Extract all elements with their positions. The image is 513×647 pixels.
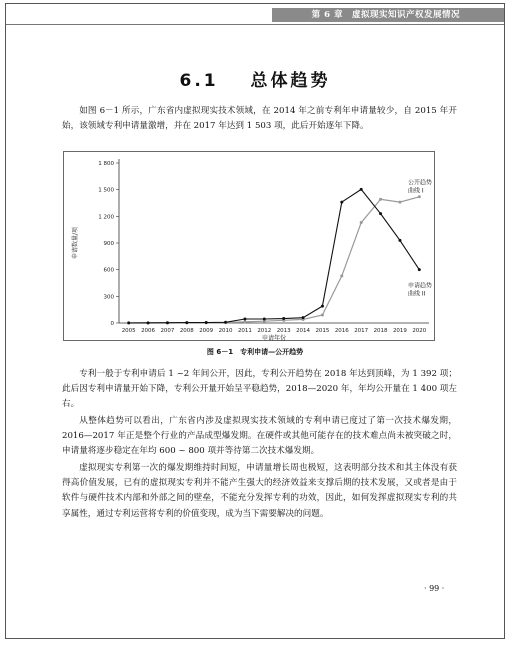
series-1-point [360,221,363,224]
x-tick-label: 2016 [334,328,349,334]
y-tick-label: 0 [110,321,114,327]
series-2-point [224,321,227,324]
series-1-point [418,195,421,198]
x-tick-label: 2019 [392,328,407,334]
figure-caption: 图 6－1 专利申请—公开趋势 [206,348,304,356]
line-chart [63,151,435,341]
series-2-point [243,318,246,321]
x-tick-label: 2013 [276,328,291,334]
x-tick-label: 2010 [218,328,233,334]
series-2-point [340,201,343,204]
x-tick-label: 2007 [160,328,175,334]
series-2-label: 曲线 II [407,290,426,298]
figure-6-1 [63,151,435,341]
series-2-point [282,317,285,320]
series-2-point [398,239,401,242]
y-tick-label: 300 [103,294,114,301]
y-axis-label: 申请数量/项 [72,226,79,260]
series-1-point [398,201,401,204]
section-number: 6.1 [179,71,219,91]
y-tick-label: 1 800 [98,161,114,167]
series-2-label: 申请趋势 [407,282,432,290]
series-2-point [127,321,130,324]
series-1-point [321,314,324,317]
x-tick-label: 2011 [237,328,252,334]
series-1-label: 公开趋势 [407,179,432,187]
x-tick-label: 2012 [257,328,272,334]
x-tick-label: 2006 [141,328,156,334]
chapter-title: 第 6 章 虚拟现实知识产权发展情况 [311,10,460,20]
series-2-point [166,321,169,324]
x-tick-label: 2008 [179,328,194,334]
paragraph-1: 如图 6－1 所示，广东省内虚拟现实技术领域，在 2014 年之前专利年申请量较少，自 2015 年开始，该领域专利申请量激增，并在 2017 年达到 1 503 项，此后开始逐年下降。 [62,106,457,132]
series-2-point [418,268,421,271]
y-tick-label: 900 [103,241,114,247]
series-2-point [147,321,150,324]
header-rule [6,24,504,25]
series-2-point [360,188,363,191]
x-axis-label: 申请年份 [261,335,287,341]
series-1-point [243,320,246,323]
x-tick-label: 2017 [354,328,369,334]
series-2-point [185,321,188,324]
series-2-point [205,321,208,324]
x-tick-label: 2014 [296,328,311,334]
running-header [6,4,504,26]
series-1-point [340,274,343,277]
page-number: · 99 · [424,584,445,593]
paragraph-4: 虚拟现实专利第一次的爆发期维持时间短，申请量增长周也极短，这表明部分技术和其主体没有获得高价值发展，已有的虚拟现实专利并不能产生强大的经济效益来支撑后期的技术发展，又或者是由于软件与硬件技术内部和外部之间的壁垒，不能充分发挥专利的功效，因此，如何发挥虚拟现实专利的共享属性，通过专利运营将专利的价值变现，成为当下需要解决的问题。 [62,463,457,519]
series-2-point [379,212,382,215]
series-line-2 [129,189,420,323]
paragraph-3: 从整体趋势可以看出，广东省内涉及虚拟现实技术领域的专利申请已度过了第一次技术爆发期，2016—2017 年正是整个行业的产品成型爆发期。在硬件或其他可能存在的技术难点尚未被突破之时，申请量将逐步稳定在年均 600 ~ 800 项并等待第二次技术爆发期。 [62,416,457,457]
series-2-point [321,305,324,308]
x-tick-label: 2005 [121,328,136,334]
y-tick-label: 1 500 [98,187,114,194]
series-line-1 [129,197,420,323]
series-1-label: 曲线 I [407,187,424,195]
x-tick-label: 2015 [315,328,330,334]
paragraph-2: 专利一般于专利申请后 1 ~2 年间公开，因此，专利公开趋势在 2018 年达到顶峰，为 1 392 项；此后因专利申请量开始下降，专利公开量开始呈平稳趋势，2018—2020 年，年均公开量在 1 400 项左右。 [62,369,457,410]
x-tick-label: 2018 [373,328,388,334]
book-page [5,3,505,639]
x-tick-label: 2009 [199,328,214,334]
section-heading [6,66,504,91]
y-tick-label: 1 200 [98,214,114,221]
series-2-point [302,316,305,319]
section-title: 总体趋势 [250,71,331,91]
y-tick-label: 600 [103,267,114,274]
series-2-point [263,318,266,321]
x-tick-label: 2020 [412,328,427,334]
series-1-point [379,198,382,201]
